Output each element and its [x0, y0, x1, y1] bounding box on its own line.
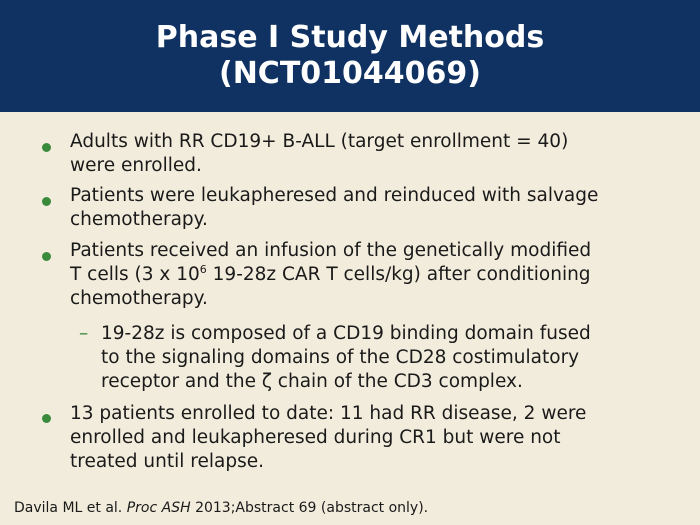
bullet-dot-icon: [42, 197, 51, 206]
citation-details: 2013;Abstract 69 (abstract only).: [190, 500, 429, 516]
bullet-4-text: [70, 402, 645, 474]
slide-title: [156, 20, 544, 92]
sub-bullet-line-1: 19-28z is composed of a CD19 binding domain fused: [101, 323, 591, 344]
bullet-3-line-1: Patients received an infusion of the genetically modified: [70, 240, 592, 261]
bullet-1-line-2: were enrolled.: [70, 155, 202, 176]
sub-bullet-line-2: to the signaling domains of the CD28 costimulatory: [101, 347, 580, 368]
bullet-4-line-1: 13 patients enrolled to date: 11 had RR disease, 2 were: [70, 403, 587, 424]
slide-header: [0, 0, 700, 112]
sub-bullet-line-3: receptor and the ζ chain of the CD3 complex.: [101, 371, 523, 392]
bullet-3-line-3: chemotherapy.: [70, 288, 208, 309]
citation-authors: Davila ML et al.: [14, 500, 127, 516]
superscript-exponent: 6: [199, 262, 207, 276]
citation: [14, 499, 428, 517]
bullet-1-text: [70, 130, 645, 178]
bullet-dot-icon: [42, 252, 51, 261]
bullet-2-line-2: chemotherapy.: [70, 209, 208, 230]
title-line-1: Phase I Study Methods: [155, 20, 545, 55]
bullet-dot-icon: [42, 414, 51, 423]
bullet-2-line-1: Patients were leukapheresed and reinduced with salvage: [70, 185, 599, 206]
bullet-1-line-1: Adults with RR CD19+ B-ALL (target enrollment = 40): [70, 131, 569, 152]
bullet-4-line-3: treated until relapse.: [70, 451, 264, 472]
bullet-3-line-2-post: 19-28z CAR T cells/kg) after conditioning: [206, 264, 591, 285]
bullet-dot-icon: [42, 143, 51, 152]
bullet-3-text: [70, 239, 645, 311]
citation-journal: Proc ASH: [126, 500, 191, 516]
title-line-2: (NCT01044069): [218, 56, 481, 91]
bullet-3-line-2-pre: T cells (3 x 10: [70, 264, 200, 285]
sub-bullet-dash-icon: –: [79, 323, 89, 344]
bullet-2-text: [70, 184, 645, 232]
bullet-3-line-2: [70, 263, 645, 287]
sub-bullet-text: [101, 322, 646, 394]
bullet-4-line-2: enrolled and leukapheresed during CR1 but were not: [70, 427, 561, 448]
